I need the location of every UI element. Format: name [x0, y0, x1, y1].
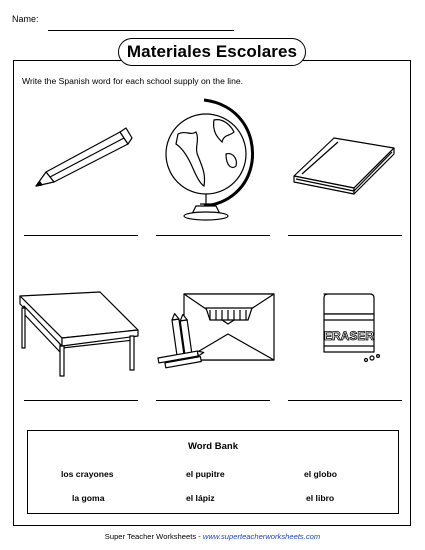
worksheet-title — [118, 38, 306, 66]
footer-link[interactable]: www.superteacherworksheets.com — [202, 532, 321, 541]
crayon-box-icon — [154, 290, 284, 374]
desk-icon — [16, 290, 142, 378]
instructions: Write the Spanish word for each school supply on the line. — [22, 76, 244, 86]
word-bank-word: los crayones — [61, 469, 114, 479]
answer-line[interactable] — [288, 400, 402, 401]
answer-line[interactable] — [24, 235, 138, 236]
answer-line[interactable] — [156, 400, 270, 401]
eraser-label: ERASER — [323, 329, 375, 343]
eraser-icon — [314, 288, 384, 366]
pencil-icon — [28, 124, 138, 190]
globe-icon — [160, 96, 260, 222]
word-bank-word: la goma — [72, 493, 105, 503]
footer — [0, 532, 425, 541]
word-bank-word: el pupitre — [186, 469, 225, 479]
word-bank — [27, 430, 399, 514]
name-line[interactable] — [48, 30, 234, 31]
answer-line[interactable] — [156, 235, 270, 236]
footer-text: Super Teacher Worksheets - — [104, 532, 203, 541]
word-bank-word: el libro — [306, 493, 335, 503]
word-bank-title: Word Bank — [188, 441, 238, 452]
answer-line[interactable] — [24, 400, 138, 401]
worksheet-title-text: Materiales Escolares — [126, 42, 298, 61]
book-icon — [288, 134, 398, 196]
word-bank-word: el globo — [304, 469, 337, 479]
answer-line[interactable] — [288, 235, 402, 236]
word-bank-word: el lápiz — [186, 493, 215, 503]
name-label: Name: — [12, 14, 39, 24]
